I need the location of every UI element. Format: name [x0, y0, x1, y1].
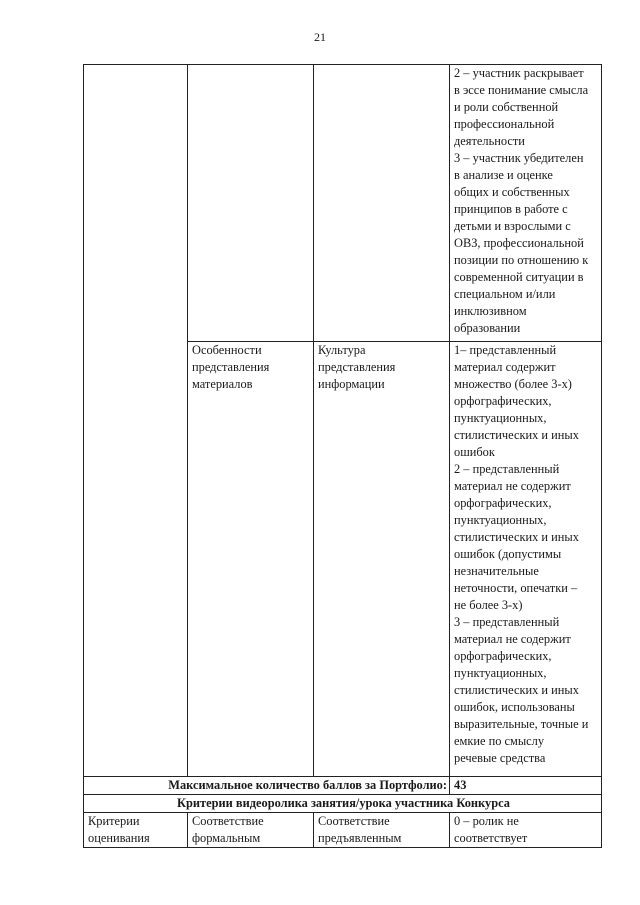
page-number: 21	[314, 30, 326, 44]
score-description-cell: 1– представленный материал содержит множество (более 3-х) орфографических, пунктуационных, стилистических и иных ошибок 2 – представленный материал не содержит орфографических, пунктуационных, стилистических и иных ошибок (допустимы незначительные неточности, опечатки – не более 3-х) 3 – представленный материал не содержит орфографических, пунктуационных, стилистических и иных ошибок, использованы выразительные, точные и емкие по смыслу речевые средства	[450, 342, 602, 777]
table-cell	[84, 65, 188, 777]
table-row	[84, 813, 602, 848]
table-cell	[188, 65, 314, 342]
indicator-cell: Особенности представления материалов	[188, 342, 314, 777]
score-description-cell: 0 – ролик не соответствует	[450, 813, 602, 848]
table-cell: Соответствие формальным	[188, 813, 314, 848]
table-cell	[314, 65, 450, 342]
evaluation-criteria-table	[83, 64, 602, 848]
table-cell: Соответствие предъявленным	[314, 813, 450, 848]
summary-row	[84, 777, 602, 795]
max-score-value: 43	[450, 777, 602, 795]
section-title: Критерии видеоролика занятия/урока участника Конкурса	[84, 795, 602, 813]
score-description-cell: 2 – участник раскрывает в эссе понимание смысла и роли собственной профессиональной деятельности 3 – участник убедителен в анализе и оценке общих и собственных принципов в работе с детьми и взрослыми с ОВЗ, профессиональной позиции по отношению к современной ситуации в специальном и/или инклюзивном образовании	[450, 65, 602, 342]
max-score-label: Максимальное количество баллов за Портфолио:	[84, 777, 450, 795]
section-header-row	[84, 795, 602, 813]
table-cell: Критерии оценивания	[84, 813, 188, 848]
table-row	[84, 65, 602, 342]
criterion-cell: Культура представления информации	[314, 342, 450, 777]
